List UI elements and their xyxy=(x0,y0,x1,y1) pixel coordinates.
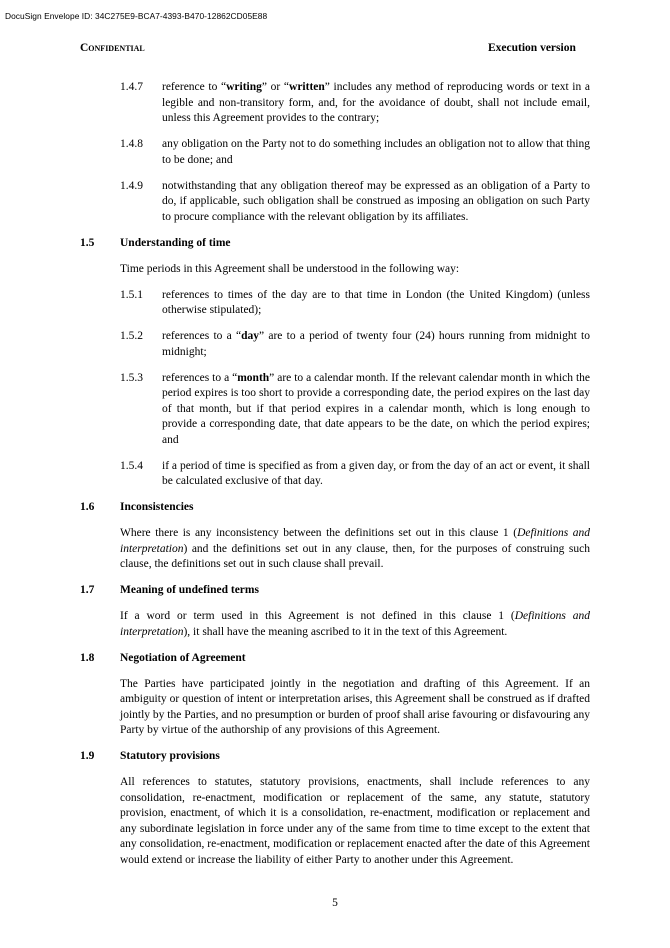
section-title: Meaning of undefined terms xyxy=(120,584,259,596)
section-number: 1.9 xyxy=(80,750,95,762)
section-heading-1-6 xyxy=(80,500,590,516)
section-number: 1.8 xyxy=(80,651,95,664)
confidential-header: Confidential xyxy=(80,42,145,54)
section-1-5-intro: Time periods in this Agreement shall be understood in the following way: xyxy=(120,262,460,275)
section-title: Inconsistencies xyxy=(120,501,194,513)
clause-number: 1.4.8 xyxy=(120,138,143,150)
defined-term: month xyxy=(237,371,270,384)
clause-number: 1.5.2 xyxy=(120,330,143,342)
clause-1-5-2 xyxy=(80,329,590,360)
clause-text: if a period of time is specified as from a given day, or from the day of an act or event, it shall be calculated exclusive of that day. xyxy=(162,459,590,487)
clause-1-4-9 xyxy=(80,179,590,226)
execution-version-header: Execution version xyxy=(488,42,576,54)
section-1-7-text: If a word or term used in this Agreement is not defined in this clause 1 (Definitions and interpretation), it shall have the meaning ascribed to it in the text of this Agreement. xyxy=(120,610,590,638)
section-1-8-text: The Parties have participated jointly in the negotiation and drafting of this Agreement. If an ambiguity or question of intent or interpretation arises, this Agreement shall be construed as if drafted jointly by the Parties, and no presumption or burden of proof shall arise favouring or disfavouring any Party by virtue of the authorship of any provisions of this Agreement. xyxy=(120,677,590,736)
clause-1-4-8 xyxy=(80,137,590,168)
clause-number: 1.5.3 xyxy=(120,371,143,384)
clause-text: references to times of the day are to that time in London (the United Kingdom) (unless otherwise stipulated); xyxy=(162,288,590,316)
document-body xyxy=(80,80,590,879)
section-heading-1-8 xyxy=(80,651,590,667)
defined-term: written xyxy=(289,81,325,93)
clause-1-4-7 xyxy=(80,80,590,127)
defined-term: day xyxy=(241,330,260,342)
section-title: Negotiation of Agreement xyxy=(120,651,246,664)
section-heading-1-7 xyxy=(80,583,590,599)
clause-number: 1.5.1 xyxy=(120,288,143,301)
section-1-9-text: All references to statutes, statutory provisions, enactments, shall include references to any consolidation, re-enactment, modification or replacement of the same, any statute, statutory provision, enactment, of which it is a consolidation, re-enactment, modification or replacement and any subordinate legislation in force under any of the same from time to time except to the extent that any consolidation, re-enactment, modification or replacement enacted after the date of this Agreement would extend or increase the liability of either Party to another under this Agreement. xyxy=(120,776,590,866)
clause-text: any obligation on the Party not to do something includes an obligation not to allow that thing to be done; and xyxy=(162,138,591,166)
section-number: 1.7 xyxy=(80,584,95,596)
clause-1-5-1 xyxy=(80,288,590,319)
docusign-envelope-id: DocuSign Envelope ID: 34C275E9-BCA7-4393-B470-12862CD05E88 xyxy=(5,11,268,21)
section-heading-1-5 xyxy=(80,236,590,252)
section-number: 1.5 xyxy=(80,236,95,249)
clause-reference: Definitions and interpretation xyxy=(120,610,590,638)
section-title: Understanding of time xyxy=(120,236,231,249)
clause-number: 1.4.9 xyxy=(120,179,143,192)
clause-1-5-4 xyxy=(80,459,590,490)
clause-text: references to a “month” are to a calendar month. If the relevant calendar month in which the period expires is too short to provide a corresponding date, the period expires on the last day of that month, but if that period expires in a calendar month, which is long enough to provide a corresponding date, that date appears to be the date, on which the period expires; and xyxy=(162,371,590,446)
section-number: 1.6 xyxy=(80,501,95,513)
section-1-6-text: Where there is any inconsistency between the definitions set out in this clause 1 (Definitions and interpretation) and the definitions set out in any clause, then, for the purposes of construing such clause, the definitions set out in such clause shall prevail. xyxy=(120,527,590,570)
page-number: 5 xyxy=(332,897,338,909)
clause-text: references to a “day” are to a period of twenty four (24) hours running from midnight to midnight; xyxy=(162,330,591,358)
section-heading-1-9 xyxy=(80,749,590,765)
section-title: Statutory provisions xyxy=(120,750,220,762)
clause-number: 1.5.4 xyxy=(120,459,143,472)
clause-reference: Definitions and interpretation xyxy=(120,527,590,555)
clause-1-5-3 xyxy=(80,371,590,449)
clause-text: reference to “writing” or “written” includes any method of reproducing words or text in a legible and non-transitory form, and, for the avoidance of doubt, shall not include email, unless this Agreement provides to the contrary; xyxy=(162,81,590,124)
clause-number: 1.4.7 xyxy=(120,81,143,93)
defined-term: writing xyxy=(226,81,262,93)
clause-text: notwithstanding that any obligation thereof may be expressed as an obligation of a Party to do, if applicable, such obligation shall be construed as imposing an obligation on such Party to procure compliance with the relevant obligation by its affiliates. xyxy=(162,179,590,223)
